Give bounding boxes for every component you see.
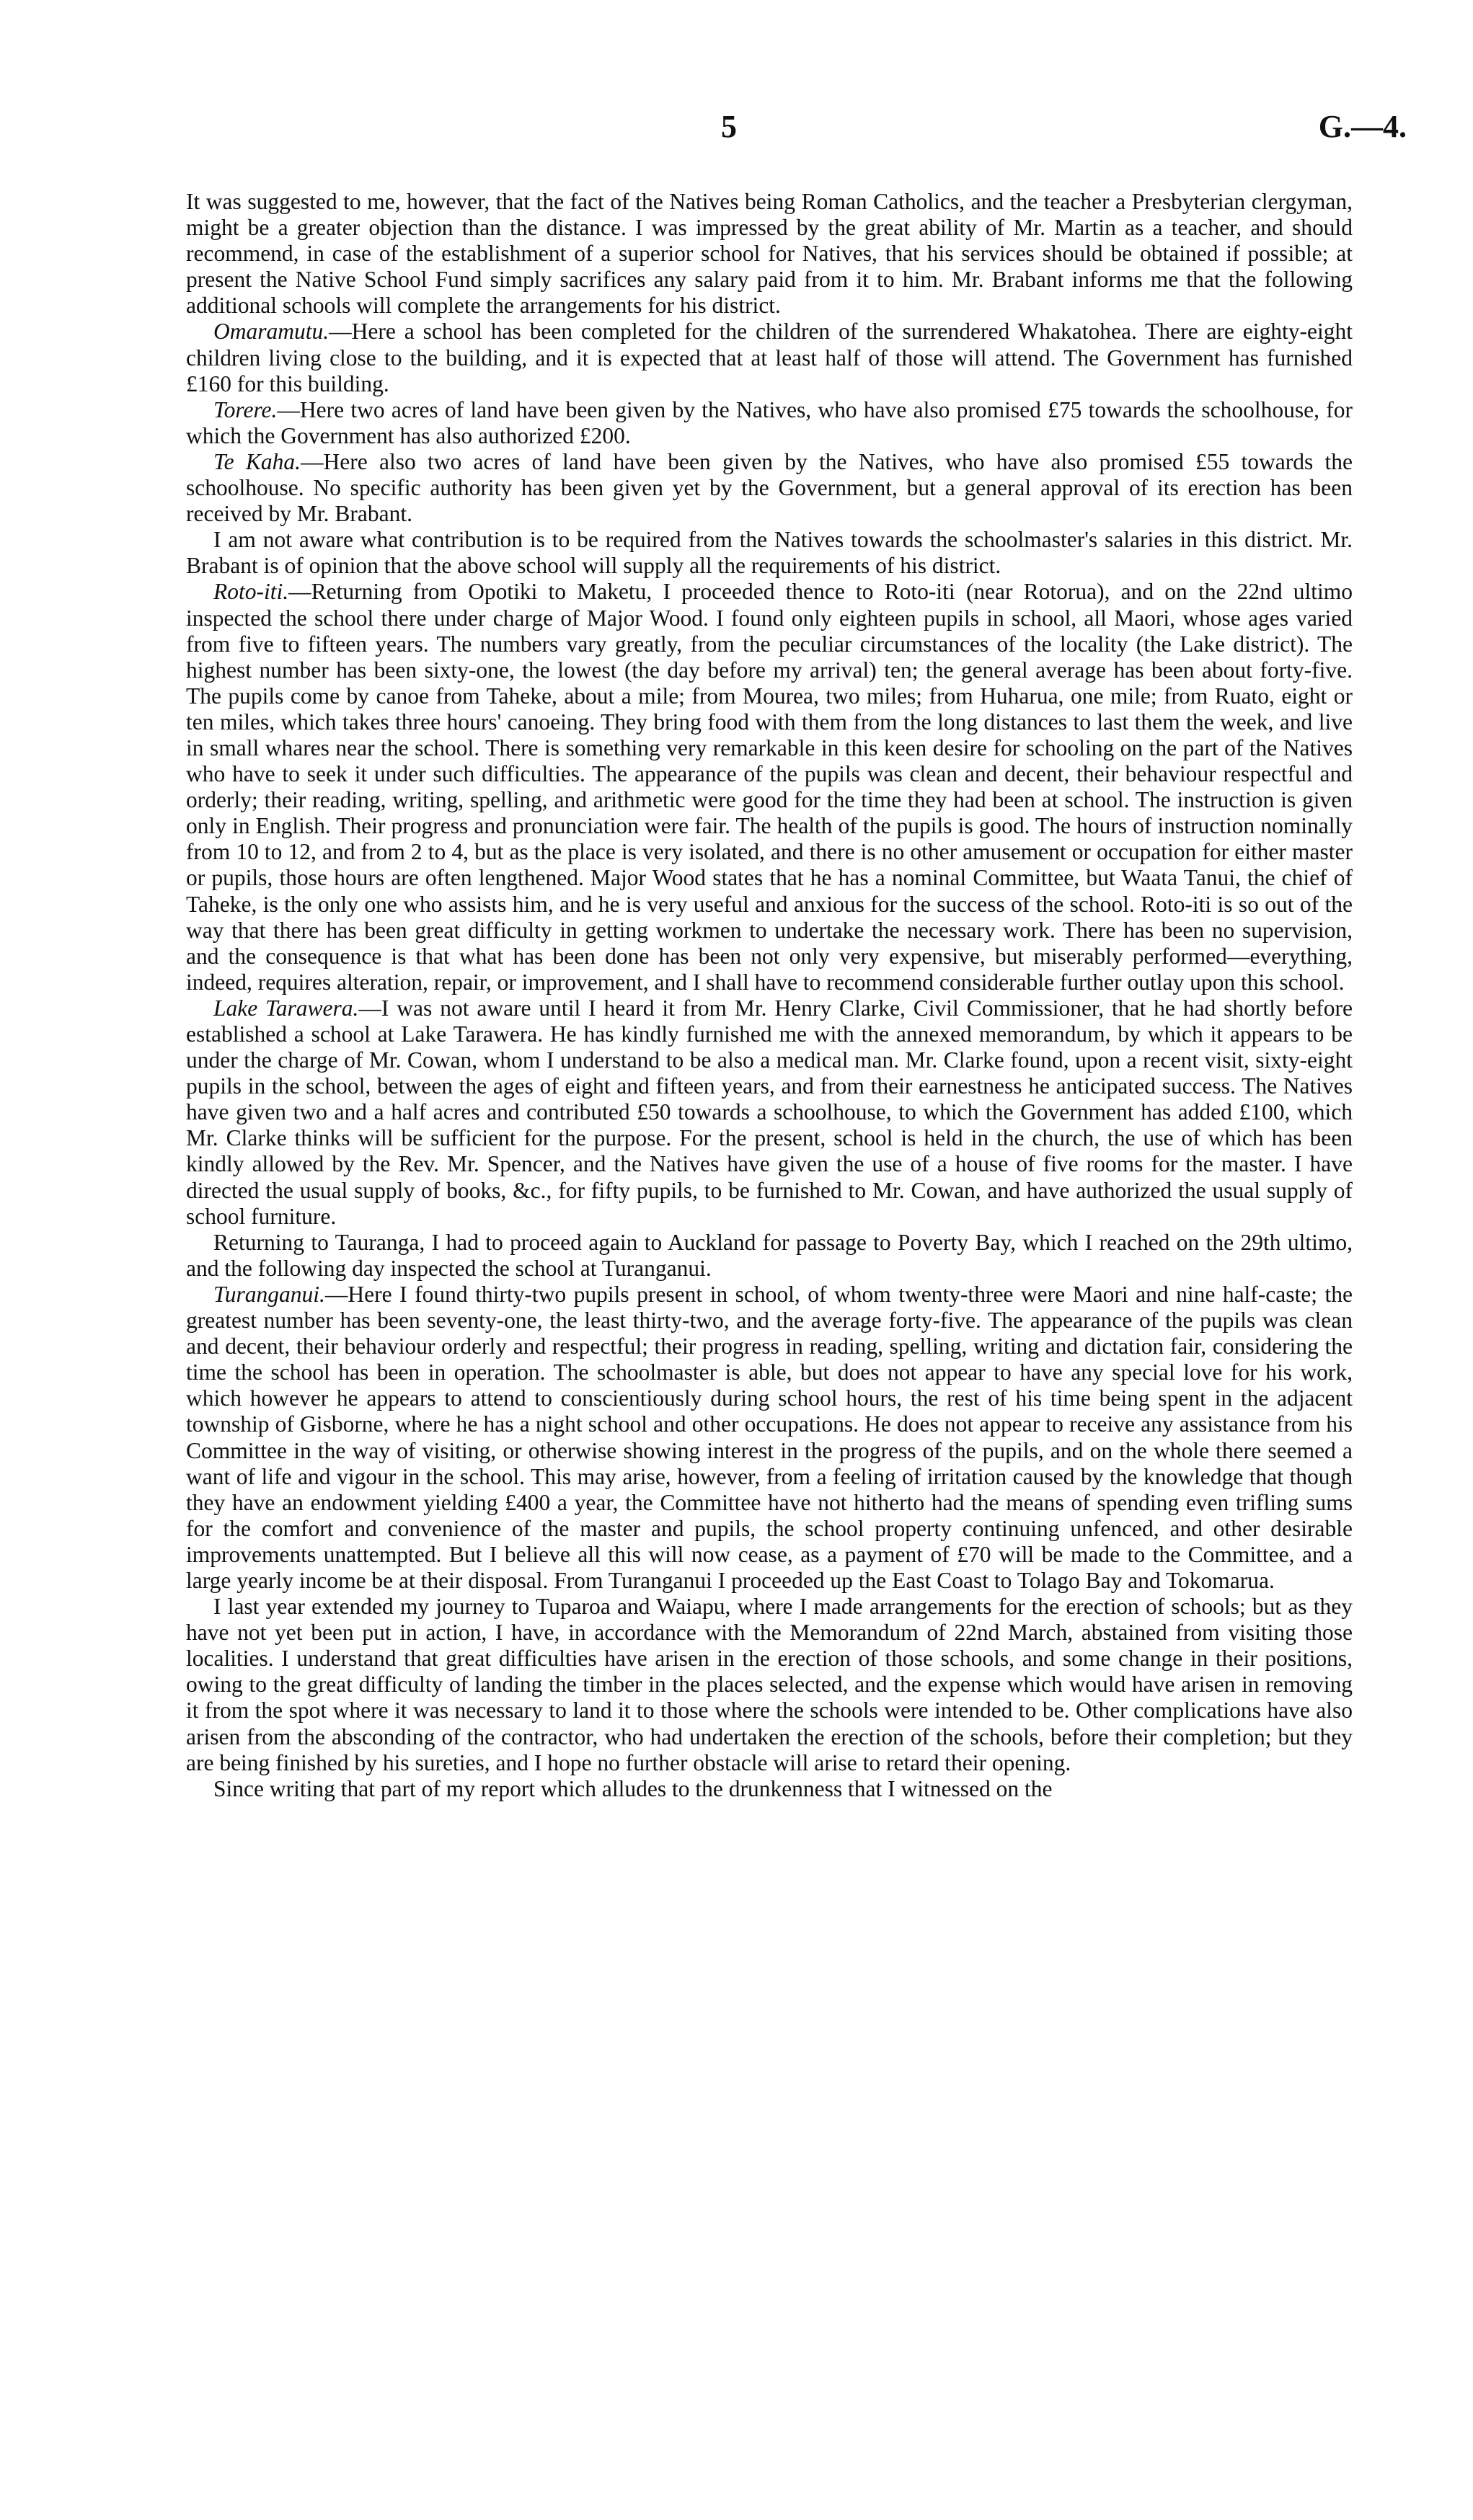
paragraph-text: —Here two acres of land have been given by the Natives, who have also promised £75 towards the schoolhouse, for which the Government has also authorized £200. (186, 396, 1353, 448)
paragraph-te-kaha (186, 449, 1353, 527)
section-heading-turanganui: Turanganui. (213, 1281, 325, 1307)
paragraph-returning-tauranga (186, 1230, 1353, 1282)
section-heading-omaramutu: Omaramutu. (213, 319, 329, 345)
paragraph-text: I am not aware what contribution is to be required from the Natives towards the schoolmaster's salaries in this district. Mr. Brabant is of opinion that the above school will supply all the requirements of his district. (186, 527, 1353, 579)
section-heading-roto-iti: Roto-iti. (213, 579, 289, 605)
paragraph-tuparoa-waiapu (186, 1594, 1353, 1776)
paragraph-text: —Here also two acres of land have been given by the Natives, who have also promised £55 towards the schoolhouse. No specific authority has been given yet by the Government, but a general approval of its erection has been received by Mr. Brabant. (186, 448, 1353, 527)
page-number: 5 (721, 109, 737, 144)
section-heading-torere: Torere. (213, 396, 278, 422)
paragraph-text: It was suggested to me, however, that the fact of the Natives being Roman Catholics, and the teacher a Presbyterian clergyman, might be a greater objection than the distance. I was impressed by the great ability of Mr. Martin as a teacher, and should recommend, in case of the establishment of a superior school for Natives, that his services should be obtained if possible; at present the Native School Fund simply sacrifices any salary paid from it to him. Mr. Brabant informs me that the following additional schools will complete the arrangements for his district. (186, 189, 1353, 319)
document-reference: G.—4. (1318, 109, 1407, 144)
paragraph-lake-tarawera (186, 995, 1353, 1230)
paragraph-text: I last year extended my journey to Tuparoa and Waiapu, where I made arrangements for the erection of schools; but as they have not yet been put in action, I have, in accordance with the Memorandum of 22nd March, abstained from visiting those localities. I understand that great difficulties have arisen in the erection of those schools, and some change in their positions, owing to the great difficulty of landing the timber in the places selected, and the expense which would have arisen in removing it from the spot where it was necessary to land it to those where the schools were intended to be. Other complications have also arisen from the absconding of the contractor, who had undertaken the erection of the schools, before their completion; but they are being finished by his sureties, and I hope no further obstacle will arise to retard their opening. (186, 1594, 1353, 1775)
paragraph-text: —Here a school has been completed for the children of the surrendered Whakatohea. There are eighty-eight children living close to the building, and it is expected that at least half of those will attend. The Government has furnished £160 for this building. (186, 319, 1353, 396)
paragraph-intro (186, 189, 1353, 319)
section-heading-lake-tarawera: Lake Tarawera. (213, 995, 359, 1021)
paragraph-omaramutu (186, 319, 1353, 396)
paragraph-text: —Here I found thirty-two pupils present in school, of whom twenty-three were Maori and nine half-caste; the greatest number has been seventy-one, the least thirty-two, and the average forty-five. The appearance of the pupils was clean and decent, their behaviour orderly and respectful; their progress in reading, spelling, writing and dictation fair, considering the time the school has been in operation. The schoolmaster is able, but does not appear to have any special love for his work, which however he appears to attend to conscientiously during school hours, the rest of his time being spent in the adjacent township of Gisborne, where he has a night school and other occupations. He does not appear to receive any assistance from his Committee in the way of visiting, or otherwise showing interest in the progress of the pupils, and on the whole there seemed a want of life and vigour in the school. This may arise, however, from a feeling of irritation caused by the knowledge that though they have an endowment yielding £400 a year, the Committee have not hitherto had the means of spending even trifling sums for the comfort and convenience of the master and pupils, the school property continuing unfenced, and other desirable improvements unattempted. But I believe all this will now cease, as a payment of £70 will be made to the Committee, and a large yearly income be at their disposal. From Turanganui I proceeded up the East Coast to Tolago Bay and Tokomarua. (186, 1281, 1353, 1593)
paragraph-contribution (186, 527, 1353, 579)
paragraph-text: Returning to Tauranga, I had to proceed again to Auckland for passage to Poverty Bay, which I reached on the 29th ultimo, and the following day inspected the school at Turanganui. (186, 1229, 1353, 1281)
paragraph-text: —Returning from Opotiki to Maketu, I proceeded thence to Roto-iti (near Rotorua), and on the 22nd ultimo inspected the school there under charge of Major Wood. I found only eighteen pupils in school, all Maori, whose ages varied from five to fifteen years. The numbers vary greatly, from the peculiar circumstances of the locality (the Lake district). The highest number has been sixty-one, the lowest (the day before my arrival) ten; the general average has been about forty-five. The pupils come by canoe from Taheke, about a mile; from Mourea, two miles; from Huharua, one mile; from Ruato, eight or ten miles, which takes three hours' canoeing. They bring food with them from the long distances to last them the week, and live in small whares near the school. There is something very remarkable in this keen desire for schooling on the part of the Natives who have to seek it under such difficulties. The appearance of the pupils was clean and decent, their behaviour respectful and orderly; their reading, writing, spelling, and arithmetic were good for the time they had been at school. The instruction is given only in English. Their progress and pronunciation were fair. The health of the pupils is good. The hours of instruction nominally from 10 to 12, and from 2 to 4, but as the place is very isolated, and there is no other amusement or occupation for either master or pupils, those hours are often lengthened. Major Wood states that he has a nominal Committee, but Waata Tanui, the chief of Taheke, is the only one who assists him, and he is very useful and anxious for the success of the school. Roto-iti is so out of the way that there has been great difficulty in getting workmen to undertake the necessary work. There has been no supervision, and the consequence is that what has been done has been not only very expensive, but miserably performed—everything, indeed, requires alteration, repair, or improvement, and I shall have to recommend considerable further outlay upon this school. (186, 579, 1353, 995)
report-body (186, 189, 1353, 1802)
paragraph-torere (186, 397, 1353, 449)
section-heading-te-kaha: Te Kaha. (213, 448, 301, 474)
paragraph-turanganui (186, 1282, 1353, 1594)
paragraph-roto-iti (186, 579, 1353, 995)
paragraph-text: Since writing that part of my report which alludes to the drunkenness that I witnessed on the (213, 1775, 1053, 1801)
paragraph-text: —I was not aware until I heard it from Mr. Henry Clarke, Civil Commissioner, that he had shortly before established a school at Lake Tarawera. He has kindly furnished me with the annexed memorandum, by which it appears to be under the charge of Mr. Cowan, whom I understand to be also a medical man. Mr. Clarke found, upon a recent visit, sixty-eight pupils in the school, between the ages of eight and fifteen years, and from their earnestness he anticipated success. The Natives have given two and a half acres and contributed £50 towards a schoolhouse, to which the Government has added £100, which Mr. Clarke thinks will be sufficient for the purpose. For the present, school is held in the church, the use of which has been kindly allowed by the Rev. Mr. Spencer, and the Natives have given the use of a house of five rooms for the master. I have directed the usual supply of books, &c., for fifty pupils, to be furnished to Mr. Cowan, and have authorized the usual supply of school furniture. (186, 995, 1353, 1229)
paragraph-drunkenness (186, 1776, 1353, 1802)
